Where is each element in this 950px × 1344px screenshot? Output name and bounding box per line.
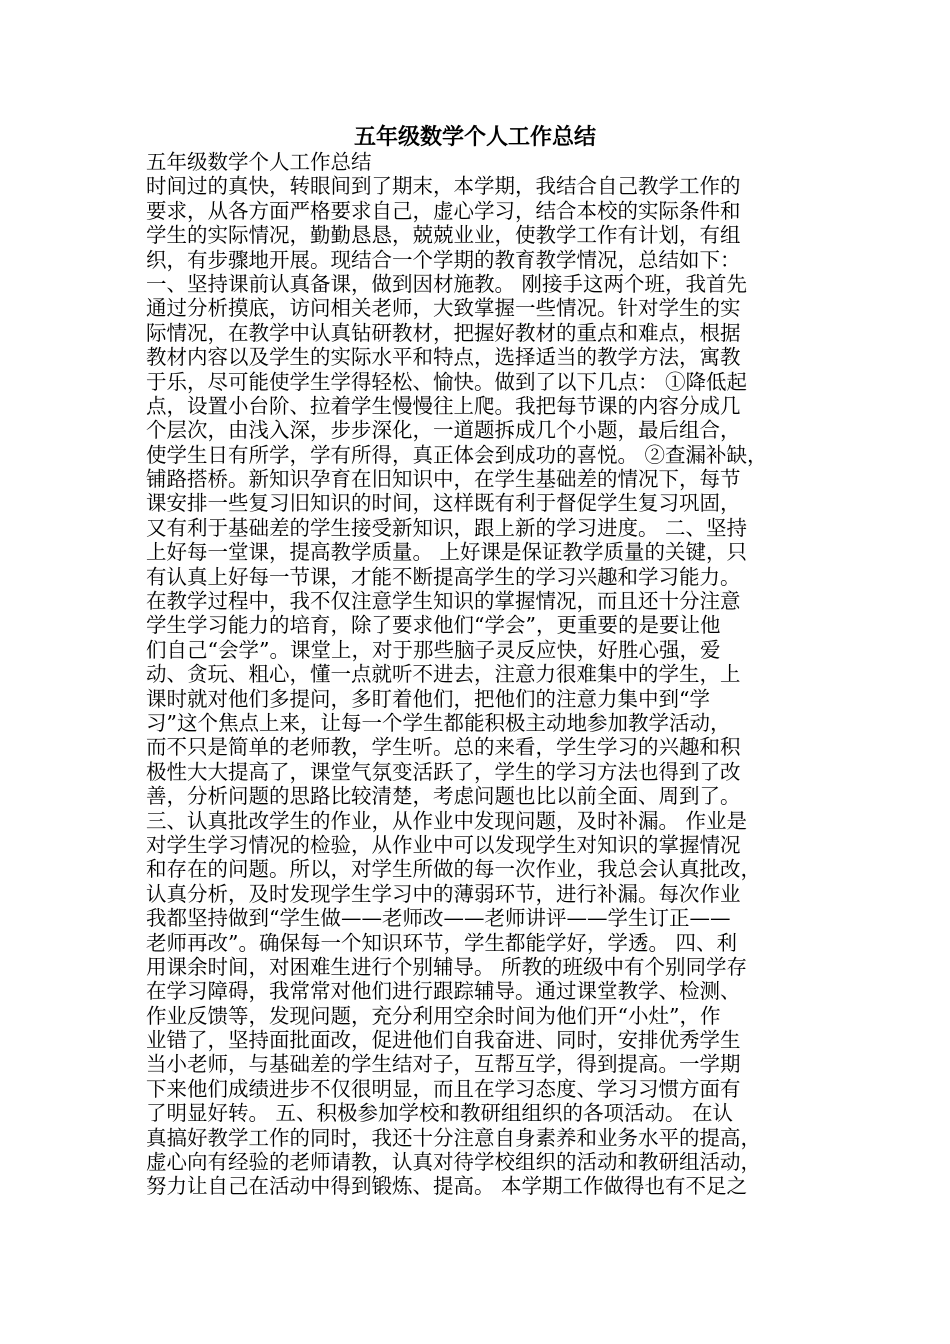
text-line: 对学生学习情况的检验，从作业中可以发现学生对知识的掌握情况 [146,832,741,857]
text-line: 时间过的真快，转眼间到了期末，本学期，我结合自己教学工作的 [146,174,741,199]
text-line: 于乐，尽可能使学生学得轻松、愉快。做到了以下几点： ①降低起 [146,369,748,394]
text-line: 真搞好教学工作的同时，我还十分注意自身素养和业务水平的提高， [146,1125,761,1150]
text-line: 一、坚持课前认真备课，做到因材施教。 刚接手这两个班，我首先 [146,271,748,296]
text-line: 们自己“会学”。课堂上，对于那些脑子灵反应快，好胜心强，爱 [146,637,721,662]
text-line: 善，分析问题的思路比较清楚，考虑问题也比以前全面、周到了。 [146,784,741,809]
text-line: 当小老师，与基础差的学生结对子，互帮互学，得到提高。一学期 [146,1052,741,1077]
text-line: 教材内容以及学生的实际水平和特点，选择适当的教学方法，寓教 [146,345,741,370]
text-line: 习”这个焦点上来，让每一个学生都能积极主动地参加教学活动， [146,710,731,735]
text-line: 织，有步骤地开展。现结合一个学期的教育教学情况，总结如下： [146,247,741,272]
text-line: 点，设置小台阶、拉着学生慢慢往上爬。我把每节课的内容分成几 [146,393,741,418]
text-line: 又有利于基础差的学生接受新知识，跟上新的学习进度。 二、坚持 [146,515,748,540]
text-line: 际情况，在教学中认真钻研教材，把握好教材的重点和难点，根据 [146,320,741,345]
document-body [146,150,816,1199]
text-line: 课时就对他们多提问，多盯着他们，把他们的注意力集中到“学 [146,686,710,711]
text-line: 要求，从各方面严格要求自己，虚心学习，结合本校的实际条件和 [146,198,741,223]
text-line: 有认真上好每一节课，才能不断提高学生的学习兴趣和学习能力。 [146,564,741,589]
text-line: 通过分析摸底，访问相关老师，大致掌握一些情况。针对学生的实 [146,296,741,321]
text-line: 和存在的问题。所以，对学生所做的每一次作业，我总会认真批改， [146,857,761,882]
text-line: 个层次，由浅入深，步步深化，一道题拆成几个小题，最后组合， [146,418,741,443]
text-line: 而不只是简单的老师教，学生听。总的来看，学生学习的兴趣和积 [146,735,741,760]
text-line: 极性大大提高了，课堂气氛变活跃了，学生的学习方法也得到了改 [146,759,741,784]
text-line: 作业反馈等，发现问题，充分利用空余时间为他们开“小灶”，作 [146,1003,721,1028]
text-line: 认真分析，及时发现学生学习中的薄弱环节，进行补漏。每次作业 [146,881,741,906]
document-title: 五年级数学个人工作总结 [353,124,596,150]
text-line: 在学习障碍，我常常对他们进行跟踪辅导。通过课堂教学、检测、 [146,979,741,1004]
text-line: 业错了，坚持面批面改，促进他们自我奋进、同时，安排优秀学生 [146,1028,741,1053]
text-line: 动、贪玩、粗心，懂一点就听不进去，注意力很难集中的学生，上 [146,662,741,687]
text-line: 老师再改”。确保每一个知识环节，学生都能学好，学透。 四、利 [146,930,737,955]
text-line: 铺路搭桥。新知识孕育在旧知识中，在学生基础差的情况下，每节 [146,467,741,492]
text-line: 课安排一些复习旧知识的时间，这样既有利于督促学生复习巩固， [146,491,741,516]
text-line: 虚心向有经验的老师请教，认真对待学校组织的活动和教研组活动， [146,1150,761,1175]
text-line: 上好每一堂课，提高教学质量。 上好课是保证教学质量的关键，只 [146,540,748,565]
text-line: 了明显好转。 五、积极参加学校和教研组组织的各项活动。 在认 [146,1101,734,1126]
text-line: 学生学习能力的培育，除了要求他们“学会”，更重要的是要让他 [146,613,721,638]
text-line: 努力让自己在活动中得到锻炼、提高。 本学期工作做得也有不足之 [146,1174,748,1199]
text-line: 我都坚持做到“学生做——老师改——老师讲评——学生订正—— [146,906,731,931]
text-line: 学生的实际情况，勤勤恳恳，兢兢业业，使教学工作有计划，有组 [146,223,741,248]
text-line: 三、认真批改学生的作业，从作业中发现问题，及时补漏。 作业是 [146,808,748,833]
text-line: 下来他们成绩进步不仅很明显，而且在学习态度、学习习惯方面有 [146,1076,741,1101]
text-line: 用课余时间，对困难生进行个别辅导。 所教的班级中有个别同学存 [146,954,748,979]
text-line: 使学生日有所学，学有所得，真正体会到成功的喜悦。 ②查漏补缺， [146,442,768,467]
text-line: 在教学过程中，我不仅注意学生知识的掌握情况，而且还十分注意 [146,589,741,614]
text-line: 五年级数学个人工作总结 [146,150,372,174]
